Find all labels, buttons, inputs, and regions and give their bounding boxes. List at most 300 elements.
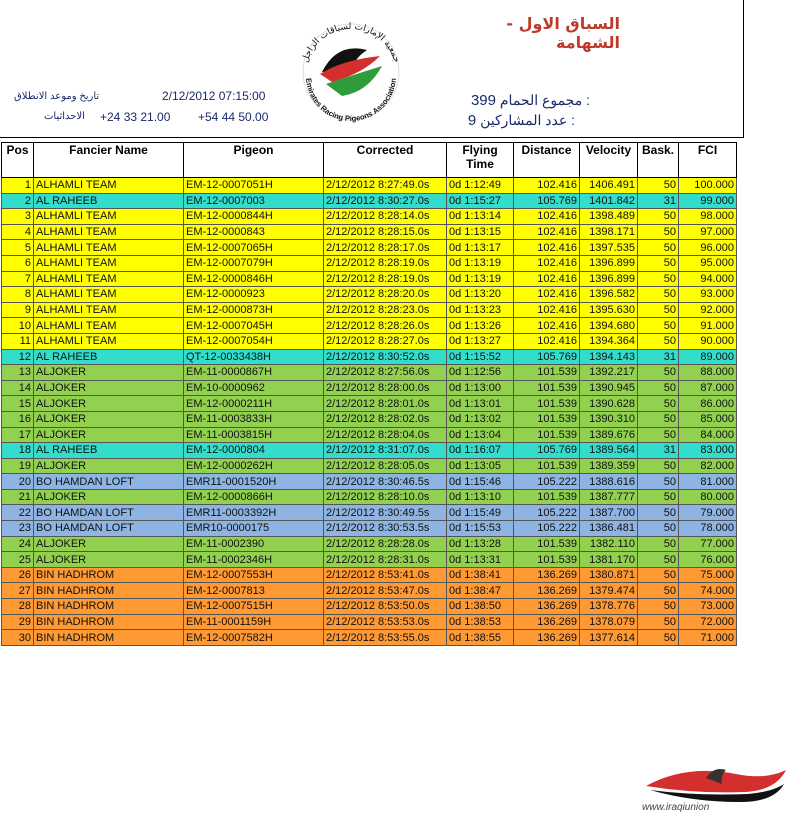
row-velocity: 1390.628 — [580, 396, 638, 412]
row-fci: 71.000 — [679, 630, 737, 646]
row-basket: 50 — [638, 411, 679, 427]
row-pigeon-id: EM-12-0007045H — [184, 318, 324, 334]
row-basket: 50 — [638, 552, 679, 568]
pigeons-count-value: 399 — [470, 92, 496, 109]
row-pigeon-id: EMR11-0001520H — [184, 474, 324, 490]
row-pigeon-id: EM-11-0001159H — [184, 614, 324, 630]
row-pos: 9 — [2, 302, 34, 318]
row-fancier-name: ALJOKER — [34, 411, 184, 427]
row-velocity: 1387.700 — [580, 505, 638, 521]
row-corrected-time: 2/12/2012 8:28:02.0s — [324, 411, 447, 427]
table-row — [2, 521, 737, 537]
row-distance: 136.269 — [514, 614, 580, 630]
column-header-fci: FCI — [679, 143, 737, 178]
table-row — [2, 224, 737, 240]
row-basket: 50 — [638, 427, 679, 443]
row-pos: 1 — [2, 178, 34, 194]
row-flying-time: 0d 1:38:41 — [447, 567, 514, 583]
row-pigeon-id: EM-12-0000844H — [184, 209, 324, 225]
row-fci: 77.000 — [679, 536, 737, 552]
row-pos: 10 — [2, 318, 34, 334]
row-distance: 102.416 — [514, 240, 580, 256]
table-row — [2, 287, 737, 303]
row-fancier-name: ALHAMLI TEAM — [34, 271, 184, 287]
row-pigeon-id: EM-12-0007054H — [184, 333, 324, 349]
row-fancier-name: ALJOKER — [34, 552, 184, 568]
row-corrected-time: 2/12/2012 8:53:50.0s — [324, 599, 447, 615]
row-flying-time: 0d 1:13:05 — [447, 458, 514, 474]
row-flying-time: 0d 1:13:31 — [447, 552, 514, 568]
column-header-velocity: Velocity — [580, 143, 638, 178]
row-pos: 12 — [2, 349, 34, 365]
row-pos: 2 — [2, 193, 34, 209]
row-flying-time: 0d 1:13:27 — [447, 333, 514, 349]
table-row — [2, 302, 737, 318]
results-table — [1, 142, 737, 646]
row-distance: 101.539 — [514, 380, 580, 396]
row-fancier-name: ALHAMLI TEAM — [34, 318, 184, 334]
row-distance: 136.269 — [514, 567, 580, 583]
row-fci: 92.000 — [679, 302, 737, 318]
row-fci: 95.000 — [679, 255, 737, 271]
column-header-fancier: Fancier Name — [34, 143, 184, 178]
row-velocity: 1378.776 — [580, 599, 638, 615]
participants-count-value: 9 — [467, 112, 477, 129]
row-basket: 50 — [638, 489, 679, 505]
row-basket: 50 — [638, 240, 679, 256]
participants-count — [440, 112, 575, 129]
row-corrected-time: 2/12/2012 8:27:49.0s — [324, 178, 447, 194]
row-basket: 50 — [638, 178, 679, 194]
row-pigeon-id: EM-12-0007553H — [184, 567, 324, 583]
row-fci: 72.000 — [679, 614, 737, 630]
row-pigeon-id: EM-12-0007079H — [184, 255, 324, 271]
row-pigeon-id: EMR11-0003392H — [184, 505, 324, 521]
row-velocity: 1398.171 — [580, 224, 638, 240]
row-corrected-time: 2/12/2012 8:28:28.0s — [324, 536, 447, 552]
row-distance: 101.539 — [514, 458, 580, 474]
table-header-row — [2, 143, 737, 178]
row-basket: 31 — [638, 349, 679, 365]
row-pigeon-id: EM-10-0000962 — [184, 380, 324, 396]
row-flying-time: 0d 1:38:47 — [447, 583, 514, 599]
row-basket: 50 — [638, 396, 679, 412]
row-flying-time: 0d 1:16:07 — [447, 443, 514, 459]
row-basket: 50 — [638, 271, 679, 287]
row-fancier-name: ALHAMLI TEAM — [34, 287, 184, 303]
row-corrected-time: 2/12/2012 8:28:10.0s — [324, 489, 447, 505]
row-velocity: 1382.110 — [580, 536, 638, 552]
row-fci: 74.000 — [679, 583, 737, 599]
table-row — [2, 396, 737, 412]
table-row — [2, 333, 737, 349]
row-flying-time: 0d 1:13:20 — [447, 287, 514, 303]
row-pigeon-id: EMR10-0000175 — [184, 521, 324, 537]
row-pos: 23 — [2, 521, 34, 537]
row-fancier-name: ALHAMLI TEAM — [34, 209, 184, 225]
row-fancier-name: ALJOKER — [34, 396, 184, 412]
row-velocity: 1378.079 — [580, 614, 638, 630]
row-corrected-time: 2/12/2012 8:53:47.0s — [324, 583, 447, 599]
row-fci: 88.000 — [679, 365, 737, 381]
row-pos: 30 — [2, 630, 34, 646]
row-fancier-name: BO HAMDAN LOFT — [34, 505, 184, 521]
row-distance: 105.769 — [514, 349, 580, 365]
row-pos: 14 — [2, 380, 34, 396]
table-row — [2, 474, 737, 490]
row-basket: 50 — [638, 209, 679, 225]
row-distance: 102.416 — [514, 224, 580, 240]
row-pos: 11 — [2, 333, 34, 349]
table-row — [2, 365, 737, 381]
row-flying-time: 0d 1:13:10 — [447, 489, 514, 505]
row-distance: 102.416 — [514, 287, 580, 303]
row-distance: 105.222 — [514, 474, 580, 490]
row-fci: 96.000 — [679, 240, 737, 256]
row-pos: 3 — [2, 209, 34, 225]
row-corrected-time: 2/12/2012 8:28:00.0s — [324, 380, 447, 396]
coordinate-latitude: +24 33 21.00 — [100, 110, 171, 124]
row-basket: 50 — [638, 333, 679, 349]
row-fci: 78.000 — [679, 521, 737, 537]
row-fci: 97.000 — [679, 224, 737, 240]
row-pigeon-id: EM-11-0003815H — [184, 427, 324, 443]
row-corrected-time: 2/12/2012 8:28:17.0s — [324, 240, 447, 256]
row-pigeon-id: EM-12-0000873H — [184, 302, 324, 318]
row-velocity: 1390.310 — [580, 411, 638, 427]
row-fci: 73.000 — [679, 599, 737, 615]
row-distance: 102.416 — [514, 178, 580, 194]
row-fci: 99.000 — [679, 193, 737, 209]
row-basket: 50 — [638, 474, 679, 490]
row-velocity: 1396.899 — [580, 255, 638, 271]
row-basket: 50 — [638, 380, 679, 396]
row-fancier-name: AL RAHEEB — [34, 193, 184, 209]
row-fci: 87.000 — [679, 380, 737, 396]
start-time-label: تاريخ وموعد الانطلاق — [14, 91, 100, 102]
row-basket: 50 — [638, 302, 679, 318]
row-corrected-time: 2/12/2012 8:30:46.5s — [324, 474, 447, 490]
row-pos: 16 — [2, 411, 34, 427]
table-row — [2, 255, 737, 271]
pigeons-count — [440, 92, 590, 109]
table-row — [2, 552, 737, 568]
row-fancier-name: BIN HADHROM — [34, 614, 184, 630]
row-corrected-time: 2/12/2012 8:27:56.0s — [324, 365, 447, 381]
row-distance: 136.269 — [514, 630, 580, 646]
table-row — [2, 505, 737, 521]
row-fci: 80.000 — [679, 489, 737, 505]
row-corrected-time: 2/12/2012 8:31:07.0s — [324, 443, 447, 459]
row-fancier-name: ALHAMLI TEAM — [34, 240, 184, 256]
row-basket: 50 — [638, 521, 679, 537]
row-velocity: 1392.217 — [580, 365, 638, 381]
row-pigeon-id: EM-11-0002346H — [184, 552, 324, 568]
row-pos: 6 — [2, 255, 34, 271]
row-velocity: 1386.481 — [580, 521, 638, 537]
row-fci: 84.000 — [679, 427, 737, 443]
row-distance: 105.222 — [514, 521, 580, 537]
row-distance: 102.416 — [514, 271, 580, 287]
row-pos: 27 — [2, 583, 34, 599]
table-row — [2, 380, 737, 396]
table-row — [2, 630, 737, 646]
row-pos: 13 — [2, 365, 34, 381]
iraqi-union-logo-icon — [636, 756, 796, 814]
table-row — [2, 209, 737, 225]
logo-english-text: Emirates Racing Pigeons Association — [304, 77, 398, 124]
row-corrected-time: 2/12/2012 8:28:15.0s — [324, 224, 447, 240]
table-row — [2, 536, 737, 552]
row-pos: 17 — [2, 427, 34, 443]
coordinates-label: الاحداثيات — [44, 111, 85, 122]
start-time-value: 2/12/2012 07:15:00 — [162, 89, 266, 103]
row-pos: 7 — [2, 271, 34, 287]
row-pos: 28 — [2, 599, 34, 615]
row-basket: 50 — [638, 318, 679, 334]
row-pigeon-id: EM-12-0000866H — [184, 489, 324, 505]
row-basket: 50 — [638, 505, 679, 521]
row-pos: 8 — [2, 287, 34, 303]
row-pigeon-id: EM-12-0007051H — [184, 178, 324, 194]
row-fci: 90.000 — [679, 333, 737, 349]
row-fci: 100.000 — [679, 178, 737, 194]
row-pigeon-id: EM-12-0000211H — [184, 396, 324, 412]
row-flying-time: 0d 1:38:53 — [447, 614, 514, 630]
row-fancier-name: BIN HADHROM — [34, 630, 184, 646]
row-pigeon-id: EM-12-0000804 — [184, 443, 324, 459]
row-flying-time: 0d 1:13:23 — [447, 302, 514, 318]
table-row — [2, 583, 737, 599]
iraqi-union-logo-text: www.iraqiunion — [642, 802, 710, 813]
row-flying-time: 0d 1:15:53 — [447, 521, 514, 537]
row-pos: 24 — [2, 536, 34, 552]
association-logo-icon — [292, 12, 410, 132]
row-corrected-time: 2/12/2012 8:30:27.0s — [324, 193, 447, 209]
row-flying-time: 0d 1:13:15 — [447, 224, 514, 240]
row-fci: 93.000 — [679, 287, 737, 303]
row-pigeon-id: EM-12-0007515H — [184, 599, 324, 615]
row-velocity: 1394.364 — [580, 333, 638, 349]
row-flying-time: 0d 1:13:04 — [447, 427, 514, 443]
row-fancier-name: ALHAMLI TEAM — [34, 224, 184, 240]
row-corrected-time: 2/12/2012 8:53:41.0s — [324, 567, 447, 583]
row-basket: 31 — [638, 193, 679, 209]
row-fancier-name: BO HAMDAN LOFT — [34, 521, 184, 537]
column-header-distance: Distance — [514, 143, 580, 178]
row-fancier-name: ALHAMLI TEAM — [34, 255, 184, 271]
row-distance: 105.769 — [514, 193, 580, 209]
row-distance: 102.416 — [514, 333, 580, 349]
row-basket: 50 — [638, 630, 679, 646]
row-velocity: 1394.680 — [580, 318, 638, 334]
row-velocity: 1396.899 — [580, 271, 638, 287]
row-basket: 50 — [638, 583, 679, 599]
row-velocity: 1389.676 — [580, 427, 638, 443]
row-fci: 75.000 — [679, 567, 737, 583]
row-distance: 102.416 — [514, 302, 580, 318]
table-row — [2, 349, 737, 365]
row-fci: 79.000 — [679, 505, 737, 521]
row-fci: 81.000 — [679, 474, 737, 490]
race-title: السباق الاول - الشهامة — [506, 14, 620, 52]
row-distance: 105.769 — [514, 443, 580, 459]
row-basket: 50 — [638, 614, 679, 630]
row-pos: 29 — [2, 614, 34, 630]
participants-count-label: عدد المشاركين : — [480, 112, 575, 128]
row-corrected-time: 2/12/2012 8:28:27.0s — [324, 333, 447, 349]
row-corrected-time: 2/12/2012 8:28:19.0s — [324, 255, 447, 271]
column-header-flying-time: Flying Time — [447, 143, 514, 178]
row-fci: 89.000 — [679, 349, 737, 365]
row-flying-time: 0d 1:13:28 — [447, 536, 514, 552]
row-pigeon-id: EM-12-0007003 — [184, 193, 324, 209]
row-pigeon-id: EM-11-0002390 — [184, 536, 324, 552]
row-flying-time: 0d 1:13:01 — [447, 396, 514, 412]
row-fancier-name: ALHAMLI TEAM — [34, 333, 184, 349]
row-corrected-time: 2/12/2012 8:30:52.0s — [324, 349, 447, 365]
row-basket: 50 — [638, 365, 679, 381]
row-pigeon-id: EM-12-0000923 — [184, 287, 324, 303]
row-velocity: 1380.871 — [580, 567, 638, 583]
row-flying-time: 0d 1:13:17 — [447, 240, 514, 256]
row-distance: 101.539 — [514, 536, 580, 552]
row-fancier-name: AL RAHEEB — [34, 349, 184, 365]
row-corrected-time: 2/12/2012 8:28:31.0s — [324, 552, 447, 568]
row-fci: 83.000 — [679, 443, 737, 459]
row-distance: 102.416 — [514, 209, 580, 225]
row-distance: 102.416 — [514, 255, 580, 271]
table-row — [2, 427, 737, 443]
row-velocity: 1398.489 — [580, 209, 638, 225]
row-corrected-time: 2/12/2012 8:28:01.0s — [324, 396, 447, 412]
row-fancier-name: BIN HADHROM — [34, 567, 184, 583]
coordinate-longitude: +54 44 50.00 — [198, 110, 269, 124]
row-flying-time: 0d 1:13:19 — [447, 255, 514, 271]
row-flying-time: 0d 1:12:56 — [447, 365, 514, 381]
row-velocity: 1377.614 — [580, 630, 638, 646]
row-velocity: 1389.359 — [580, 458, 638, 474]
row-pigeon-id: EM-12-0007813 — [184, 583, 324, 599]
row-distance: 101.539 — [514, 552, 580, 568]
row-corrected-time: 2/12/2012 8:28:04.0s — [324, 427, 447, 443]
row-fancier-name: ALJOKER — [34, 536, 184, 552]
row-pos: 25 — [2, 552, 34, 568]
row-velocity: 1389.564 — [580, 443, 638, 459]
row-flying-time: 0d 1:13:02 — [447, 411, 514, 427]
row-basket: 50 — [638, 599, 679, 615]
row-pigeon-id: EM-11-0003833H — [184, 411, 324, 427]
row-distance: 101.539 — [514, 427, 580, 443]
row-fci: 82.000 — [679, 458, 737, 474]
row-velocity: 1394.143 — [580, 349, 638, 365]
row-corrected-time: 2/12/2012 8:53:55.0s — [324, 630, 447, 646]
row-fancier-name: ALJOKER — [34, 458, 184, 474]
row-distance: 105.222 — [514, 505, 580, 521]
row-velocity: 1406.491 — [580, 178, 638, 194]
row-velocity: 1397.535 — [580, 240, 638, 256]
row-velocity: 1387.777 — [580, 489, 638, 505]
row-basket: 50 — [638, 536, 679, 552]
row-fci: 76.000 — [679, 552, 737, 568]
row-pos: 15 — [2, 396, 34, 412]
row-pos: 18 — [2, 443, 34, 459]
table-row — [2, 614, 737, 630]
row-pos: 26 — [2, 567, 34, 583]
pigeons-count-label: مجموع الحمام : — [499, 92, 590, 108]
row-velocity: 1381.170 — [580, 552, 638, 568]
row-flying-time: 0d 1:38:55 — [447, 630, 514, 646]
results-body — [2, 178, 737, 646]
row-fci: 98.000 — [679, 209, 737, 225]
row-flying-time: 0d 1:13:26 — [447, 318, 514, 334]
row-basket: 50 — [638, 287, 679, 303]
row-corrected-time: 2/12/2012 8:28:20.0s — [324, 287, 447, 303]
row-distance: 101.539 — [514, 396, 580, 412]
row-pos: 5 — [2, 240, 34, 256]
row-distance: 101.539 — [514, 411, 580, 427]
row-pigeon-id: EM-12-0007582H — [184, 630, 324, 646]
row-pos: 22 — [2, 505, 34, 521]
row-corrected-time: 2/12/2012 8:30:53.5s — [324, 521, 447, 537]
row-distance: 101.539 — [514, 365, 580, 381]
row-velocity: 1379.474 — [580, 583, 638, 599]
column-header-corrected: Corrected — [324, 143, 447, 178]
row-fancier-name: AL RAHEEB — [34, 443, 184, 459]
row-distance: 101.539 — [514, 489, 580, 505]
row-fancier-name: ALHAMLI TEAM — [34, 302, 184, 318]
row-basket: 50 — [638, 458, 679, 474]
table-row — [2, 443, 737, 459]
row-velocity: 1390.945 — [580, 380, 638, 396]
row-flying-time: 0d 1:13:00 — [447, 380, 514, 396]
row-flying-time: 0d 1:15:49 — [447, 505, 514, 521]
table-row — [2, 193, 737, 209]
row-velocity: 1388.616 — [580, 474, 638, 490]
row-corrected-time: 2/12/2012 8:28:14.0s — [324, 209, 447, 225]
table-row — [2, 318, 737, 334]
row-fancier-name: ALJOKER — [34, 365, 184, 381]
logo-arabic-text: جمعية الإمارات لسباقات الزاجل — [300, 21, 402, 64]
table-row — [2, 567, 737, 583]
row-fancier-name: BIN HADHROM — [34, 583, 184, 599]
table-row — [2, 458, 737, 474]
row-fancier-name: ALJOKER — [34, 380, 184, 396]
row-fancier-name: ALHAMLI TEAM — [34, 178, 184, 194]
row-pigeon-id: QT-12-0033438H — [184, 349, 324, 365]
row-pigeon-id: EM-12-0000262H — [184, 458, 324, 474]
row-flying-time: 0d 1:15:46 — [447, 474, 514, 490]
row-fancier-name: ALJOKER — [34, 427, 184, 443]
row-pigeon-id: EM-11-0000867H — [184, 365, 324, 381]
row-pos: 19 — [2, 458, 34, 474]
row-flying-time: 0d 1:12:49 — [447, 178, 514, 194]
column-header-pos: Pos — [2, 143, 34, 178]
row-basket: 50 — [638, 567, 679, 583]
row-corrected-time: 2/12/2012 8:30:49.5s — [324, 505, 447, 521]
row-fancier-name: ALJOKER — [34, 489, 184, 505]
row-fci: 86.000 — [679, 396, 737, 412]
table-row — [2, 489, 737, 505]
row-basket: 50 — [638, 255, 679, 271]
row-fancier-name: BIN HADHROM — [34, 599, 184, 615]
row-corrected-time: 2/12/2012 8:28:19.0s — [324, 271, 447, 287]
row-velocity: 1395.630 — [580, 302, 638, 318]
row-pigeon-id: EM-12-0007065H — [184, 240, 324, 256]
table-row — [2, 411, 737, 427]
row-velocity: 1401.842 — [580, 193, 638, 209]
row-distance: 102.416 — [514, 318, 580, 334]
